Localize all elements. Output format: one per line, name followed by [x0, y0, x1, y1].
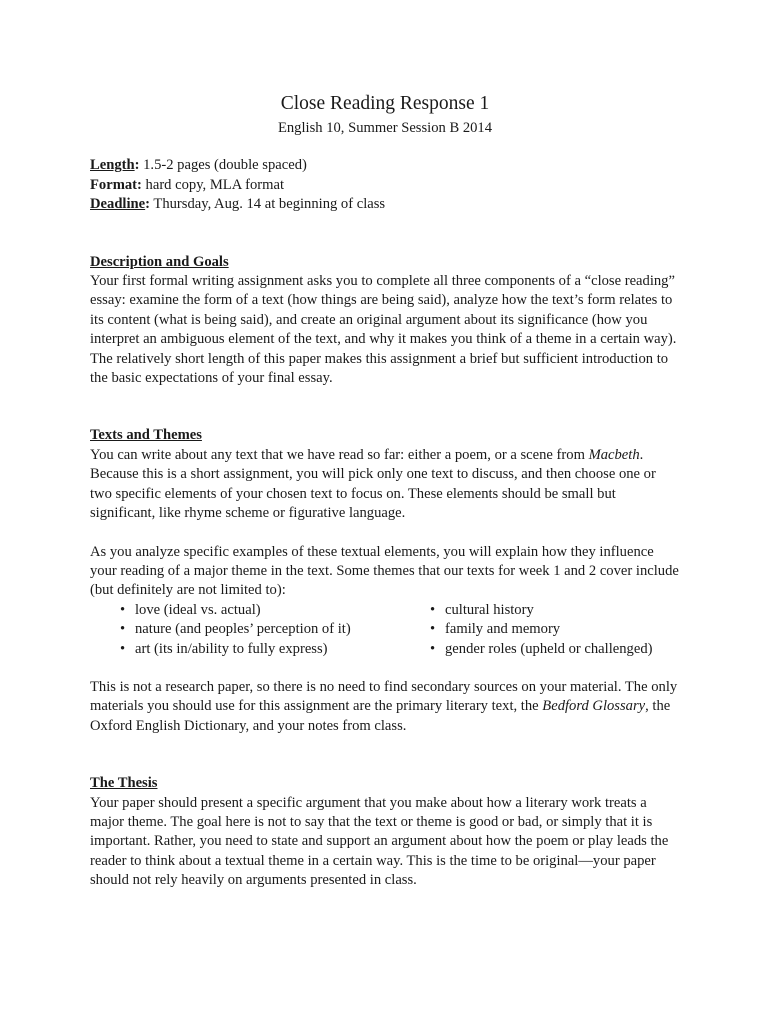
paragraph: This is not a research paper, so there is no need to find secondary sources on your material. The only materials you should use for this assignment are the primary literary text, the Bedford Glossary, the Oxford English Dictionary, and your notes from class. — [90, 678, 678, 734]
meta-length: Length: 1.5-2 pages (double spaced) — [90, 157, 307, 174]
section-texts-themes — [90, 426, 680, 736]
meta-key: Format — [90, 176, 138, 193]
list-item: • nature (and peoples’ perception of it) — [120, 620, 430, 639]
text-title-italic: Macbeth — [588, 446, 640, 463]
meta-format: Format: hard copy, MLA format — [90, 176, 285, 193]
meta-value: 1.5-2 pages (double spaced) — [139, 157, 307, 174]
list-item: • gender roles (upheld or challenged) — [430, 640, 710, 659]
text-title-italic: Bedford Glossary — [542, 698, 646, 715]
meta-value: Thursday, Aug. 14 at beginning of class — [150, 196, 386, 213]
section-thesis — [90, 774, 680, 890]
section-heading: Texts and Themes — [90, 427, 202, 444]
list-item: • family and memory — [430, 620, 710, 639]
theme-list — [90, 601, 680, 659]
paragraph: As you analyze specific examples of these textual elements, you will explain how they influence your reading of a major theme in the text. Some themes that our texts for week 1 and 2 cover include (but definitely are not limited to): — [90, 543, 679, 599]
list-item: • cultural history — [430, 601, 710, 620]
list-item: • art (its in/ability to fully express) — [120, 640, 430, 659]
section-heading: Description and Goals — [90, 253, 229, 270]
meta-key: Deadline — [90, 196, 146, 213]
document-page — [90, 92, 680, 891]
paragraph: You can write about any text that we have read so far: either a poem, or a scene from Macbeth. Because this is a short assignment, you will pick only one text to discuss, and then choose one or two specific elements of your chosen text to focus on. These elements should be small but significant, like rhyme scheme or figurative language. — [90, 446, 656, 522]
meta-deadline: Deadline: Thursday, Aug. 14 at beginning of class — [90, 196, 386, 213]
document-title: Close Reading Response 1 — [280, 93, 490, 114]
list-item: • love (ideal vs. actual) — [120, 601, 430, 620]
paragraph: Your first formal writing assignment asks you to complete all three components of a “close reading” essay: examine the form of a text (how things are being said), analyze how the text’s form relates to its content (what is being said), and create an original argument about its significance (how you interpret an ambiguous element of the text, and why it makes you think of a theme in a certain way). The relatively short length of this paper makes this assignment a brief but sufficient introduction to the basic expectations of your final essay. — [90, 273, 677, 387]
document-subtitle: English 10, Summer Session B 2014 — [277, 120, 493, 136]
section-heading: The Thesis — [90, 775, 158, 792]
meta-key: Length — [90, 157, 135, 174]
section-description — [90, 253, 680, 389]
paragraph: Your paper should present a specific argument that you make about how a literary work treats a major theme. The goal here is not to say that the text or theme is good or bad, or simply that it is important. Rather, you need to state and support an argument about how the poem or play leads the reader to think about a textual theme in a certain way. This is the time to be original—your paper should not rely heavily on arguments presented in class. — [90, 794, 669, 889]
assignment-meta — [90, 156, 680, 214]
meta-value: hard copy, MLA format — [141, 176, 285, 193]
